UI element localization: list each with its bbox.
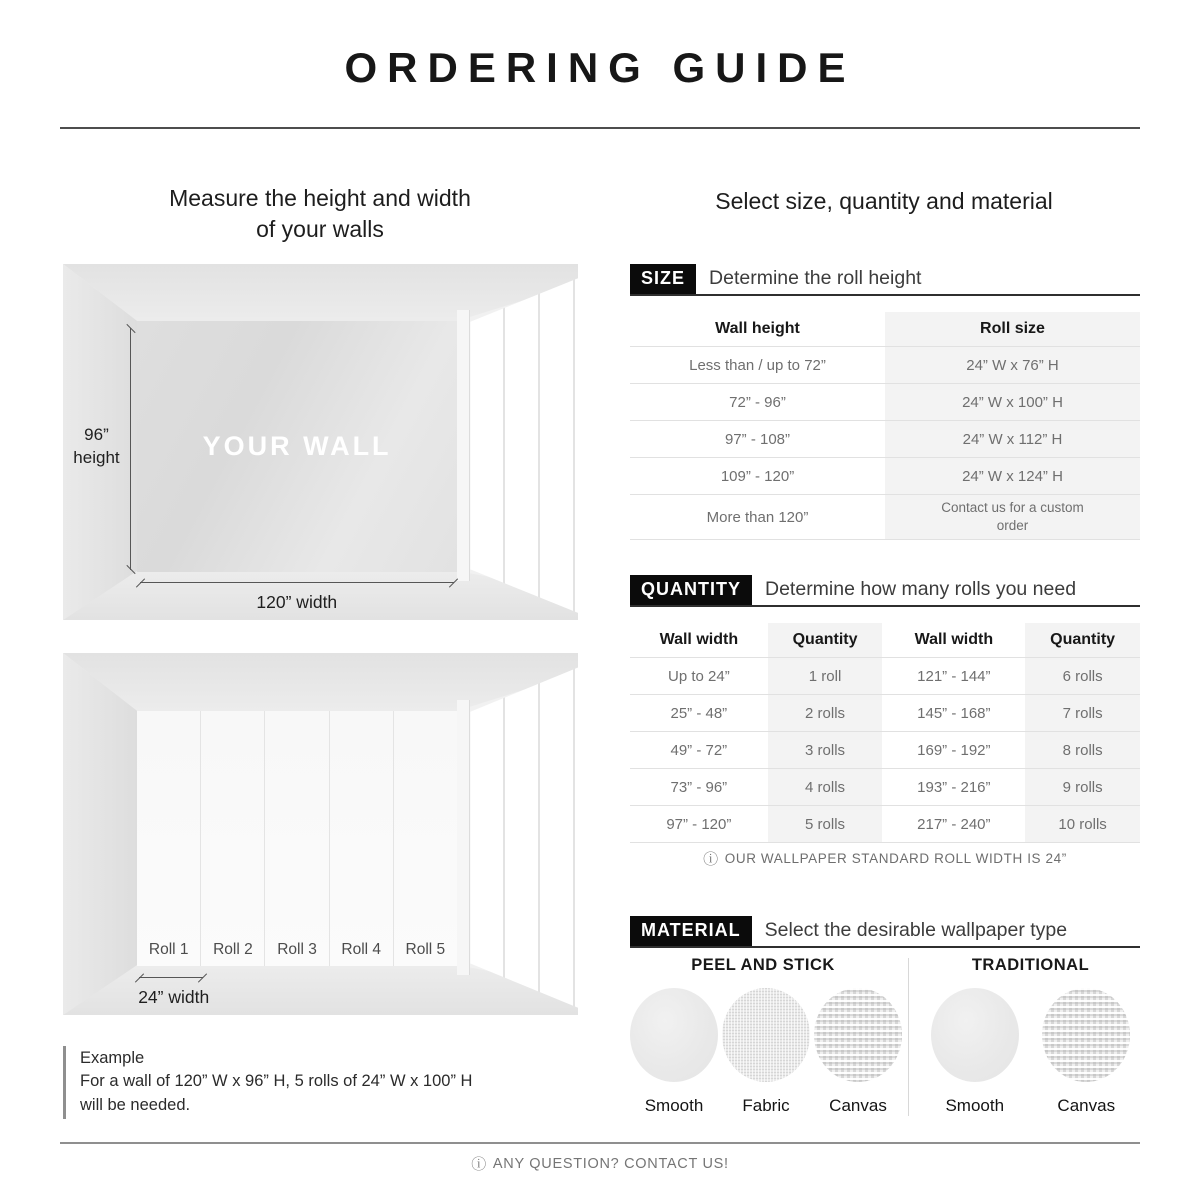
- size-table-row: [630, 495, 1140, 540]
- roll-panel: [394, 711, 457, 966]
- material-option-label: Fabric: [742, 1096, 790, 1115]
- left-heading-line1: Measure the height and width: [169, 185, 471, 211]
- footer-text: ANY QUESTION? CONTACT US!: [492, 1156, 729, 1172]
- quantity-table-header-row: [630, 623, 1140, 658]
- footer-contact: [0, 1153, 1200, 1174]
- roll-label: Roll 4: [341, 941, 382, 959]
- roll-width-dimension-line: [139, 977, 202, 978]
- roll-label: Roll 2: [213, 941, 253, 959]
- quantity-badge: QUANTITY: [630, 575, 752, 605]
- size-table-row: [630, 458, 1140, 495]
- wall-height-cell: Less than / up to 72”: [689, 356, 826, 374]
- quantity-table-row: [630, 695, 1140, 732]
- height-value: 96”: [84, 425, 109, 445]
- material-items: [630, 988, 896, 1116]
- info-icon: ⓘ: [471, 1156, 487, 1173]
- wall-height-cell: More than 120”: [706, 508, 809, 526]
- room-illustration-rolls: [63, 653, 578, 1015]
- size-table-row: [630, 421, 1140, 458]
- wall-width-cell: 73” - 96”: [670, 778, 728, 796]
- wall-width-cell: 145” - 168”: [917, 704, 991, 722]
- room-illustration-measure: [63, 264, 578, 620]
- roll-width-dimension-label: 24” width: [138, 987, 210, 1008]
- size-badge: SIZE: [630, 264, 696, 294]
- roll-size-cell: [885, 495, 1140, 539]
- material-items: [921, 988, 1140, 1116]
- room-window: [470, 278, 578, 613]
- material-badge: MATERIAL: [630, 916, 752, 946]
- material-group-traditional: [921, 956, 1140, 1116]
- wall-width-cell: 97” - 120”: [666, 815, 732, 833]
- material-group-peel-and-stick: [630, 956, 896, 1116]
- material-groups: [630, 956, 1140, 1116]
- material-option-label: Canvas: [1057, 1096, 1116, 1115]
- height-dimension-label: [63, 424, 130, 470]
- quantity-table-row: [630, 769, 1140, 806]
- example-line2: will be needed.: [80, 1095, 191, 1114]
- size-table-row: [630, 384, 1140, 421]
- footer-divider: [60, 1142, 1140, 1144]
- info-icon: ⓘ: [703, 851, 719, 868]
- quantity-table: [630, 623, 1140, 843]
- size-col-header-roll-size: Roll size: [885, 312, 1140, 346]
- material-option: [814, 988, 902, 1116]
- material-swatch-smooth: [630, 988, 718, 1082]
- material-swatch-fabric: [722, 988, 810, 1082]
- right-column-heading: Select size, quantity and material: [715, 188, 1053, 214]
- top-divider: [60, 127, 1140, 129]
- material-option-label: Canvas: [829, 1096, 887, 1115]
- quantity-table-row: [630, 732, 1140, 769]
- standard-roll-width-note: [630, 848, 1140, 869]
- size-col-header-wall-height: Wall height: [715, 320, 800, 337]
- material-option: [722, 988, 810, 1116]
- roll-size-cell: 24” W x 124” H: [885, 458, 1140, 494]
- roll-panel: [201, 711, 265, 966]
- wall-height-cell: 72” - 96”: [729, 393, 786, 411]
- quantity-cell: 7 rolls: [1025, 695, 1140, 731]
- material-swatch-canvas: [814, 988, 902, 1082]
- quantity-cell: 3 rolls: [768, 732, 883, 768]
- roll-panel: [330, 711, 394, 966]
- material-section-header: [630, 916, 1140, 948]
- your-wall-label: YOUR WALL: [202, 430, 392, 461]
- wall-height-cell: 97” - 108”: [724, 430, 791, 448]
- example-note: [63, 1046, 472, 1119]
- qty-col-header-quantity-1: Quantity: [768, 623, 883, 657]
- left-heading-line2: of your walls: [256, 216, 384, 243]
- roll-panels: [137, 711, 457, 966]
- width-dimension-line: [140, 582, 454, 583]
- roll-label: Roll 1: [148, 941, 189, 959]
- quantity-cell: 10 rolls: [1025, 806, 1140, 842]
- quantity-cell: 8 rolls: [1025, 732, 1140, 768]
- quantity-table-row: [630, 658, 1140, 695]
- wall-width-cell: 121” - 144”: [917, 667, 991, 685]
- wall-width-cell: 193” - 216”: [917, 778, 991, 796]
- wall-width-cell: 217” - 240”: [917, 815, 991, 833]
- roll-size-cell: 24” W x 112” H: [885, 421, 1140, 457]
- note-text: OUR WALLPAPER STANDARD ROLL WIDTH IS 24”: [724, 851, 1067, 866]
- material-option-label: Smooth: [945, 1096, 1005, 1115]
- quantity-cell: 9 rolls: [1025, 769, 1140, 805]
- quantity-cell: 6 rolls: [1025, 658, 1140, 694]
- material-subtitle: Select the desirable wallpaper type: [764, 919, 1068, 941]
- height-word: height: [73, 448, 120, 468]
- roll-size-cell: 24” W x 100” H: [885, 384, 1140, 420]
- custom-order-text: Contact us for a custom order: [941, 500, 1084, 533]
- height-dimension-line: [130, 328, 131, 570]
- quantity-cell: 5 rolls: [768, 806, 883, 842]
- wall-width-cell: 25” - 48”: [670, 704, 728, 722]
- room-window: [470, 667, 578, 1007]
- material-option: [1041, 988, 1131, 1116]
- quantity-cell: 4 rolls: [768, 769, 883, 805]
- window-jamb: [457, 310, 470, 581]
- size-subtitle: Determine the roll height: [709, 267, 922, 289]
- material-swatch-canvas: [1042, 988, 1130, 1082]
- example-line1: For a wall of 120” W x 96” H, 5 rolls of 24” W x 100” H: [80, 1072, 473, 1091]
- roll-label: Roll 3: [277, 941, 317, 959]
- material-swatch-smooth: [931, 988, 1019, 1082]
- material-option-label: Smooth: [644, 1096, 704, 1115]
- roll-panel: [265, 711, 329, 966]
- material-option: [630, 988, 718, 1116]
- example-title: Example: [80, 1049, 145, 1067]
- material-option: [930, 988, 1020, 1116]
- room-back-wall: [137, 321, 457, 572]
- page-title: ORDERING GUIDE: [344, 44, 856, 91]
- roll-label: Roll 5: [405, 941, 446, 959]
- roll-size-cell: 24” W x 76” H: [885, 347, 1140, 383]
- size-table-row: [630, 347, 1140, 384]
- material-group-title: PEEL AND STICK: [691, 956, 835, 974]
- wall-width-cell: 49” - 72”: [670, 741, 728, 759]
- size-table: [630, 312, 1140, 540]
- room-back-wall: [137, 711, 457, 966]
- size-table-header-row: [630, 312, 1140, 347]
- material-group-title: TRADITIONAL: [971, 956, 1090, 974]
- quantity-subtitle: Determine how many rolls you need: [765, 578, 1077, 600]
- size-section-header: [630, 264, 1140, 296]
- qty-col-header-wall-width-1: Wall width: [659, 631, 739, 648]
- quantity-cell: 2 rolls: [768, 695, 883, 731]
- qty-col-header-wall-width-2: Wall width: [914, 631, 994, 648]
- width-dimension-label: 120” width: [256, 591, 338, 612]
- wall-width-cell: 169” - 192”: [917, 741, 991, 759]
- window-jamb: [457, 700, 470, 975]
- quantity-section-header: [630, 575, 1140, 607]
- material-group-divider: [908, 958, 909, 1116]
- quantity-cell: 1 roll: [768, 658, 883, 694]
- room-left-wall: [63, 653, 137, 1015]
- wall-width-cell: Up to 24”: [667, 667, 730, 685]
- quantity-table-row: [630, 806, 1140, 843]
- qty-col-header-quantity-2: Quantity: [1025, 623, 1140, 657]
- left-column-heading: [60, 183, 580, 245]
- wall-height-cell: 109” - 120”: [720, 467, 795, 485]
- roll-panel: [137, 711, 201, 966]
